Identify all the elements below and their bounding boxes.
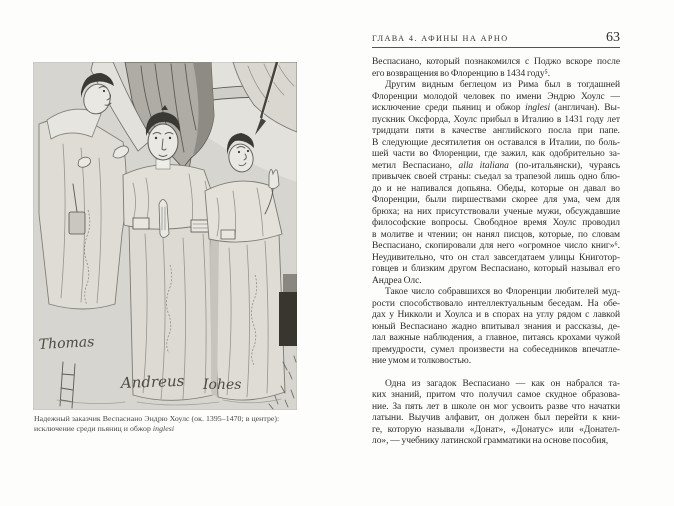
text-line: ние. За пять лет в школе он мог усвоить разве что начатки [372, 401, 620, 412]
caption-line-2-italic: inglesi [152, 424, 175, 434]
text-line: философские вопросы. Свободное время Хоулс проводил [372, 218, 620, 228]
running-head-chapter: ГЛАВА 4. АФИНЫ НА АРНО [372, 34, 509, 43]
body-text [372, 57, 620, 448]
inscription-iohes: Iohes [203, 377, 242, 393]
text-line: В следующие десятилетия он оставался в Италии, по боль- [372, 137, 620, 148]
text-line: привычек своей страны: съедал за трапезой лишь одно блю- [372, 172, 620, 182]
caption-line-2 [34, 424, 306, 434]
text-line: ло», — учебнику латинской грамматики на основе пособия, [372, 436, 609, 446]
text-line: исключение среди пьяниц и обжор inglesi (англичан). Вы- [372, 103, 620, 113]
text-line: пускник Оксфорда, Хоулс прибыл в Италию в 1431 году лет [372, 114, 620, 125]
caption-line-1: Надежный заказчик Веспасиано Эндрю Хоулс (ок. 1395–1470; в центре): [34, 414, 280, 423]
text-line: в молитве и чтении; он нанял писцов, которые, по словам [372, 229, 620, 240]
text-line: Одна из загадок Веспасиано — как он набрался та- [385, 378, 620, 389]
illustration-caption [34, 414, 306, 434]
paragraph [372, 379, 620, 448]
medieval-manuscript-illustration [33, 62, 297, 410]
text-line: брюха; на них присутствовали ученые мужи, обсуждавшие [372, 206, 620, 217]
caption-line-2-text: исключение среди пьяниц и обжор [34, 424, 153, 434]
text-line: рости способствовало интеллектуальным беседам. На обе- [372, 298, 620, 309]
text-line: премудрости, сумел произвести на собеседников впечатле- [372, 344, 620, 355]
text-line: Андреа Олс. [372, 275, 422, 286]
text-line: дах у Никколи и Хоулса и в спорах на углу рядом с лавкой [372, 310, 620, 320]
text-line: юный Веспасиано жадно впитывал знания и рассказы, де- [372, 321, 620, 332]
paragraph [372, 80, 620, 287]
header-rule [372, 47, 620, 48]
text-line: Веспасиано, скопировали для него «огромное число книг»⁶. [372, 241, 620, 251]
text-line: Флоренции, были пиршествами скорее для ума, чем для [372, 195, 620, 205]
text-line: ние умом и толковостью. [372, 356, 472, 366]
text-line: Неудивительно, что он стал завсегдатаем улицы Книготор- [372, 252, 620, 263]
text-line: Такое число собравшихся во Флоренции любителей муд- [385, 287, 620, 297]
text-line: Флоренции молодой человек по имени Эндрю Хоулс — [372, 91, 620, 102]
text-line: ких знаний, притом что получил самое скудное образова- [372, 390, 620, 400]
inscription-thomas: Thomas [38, 334, 95, 353]
text-line: говцев и близким другом Веспасиано, который называл его [372, 264, 620, 274]
text-line: Другим видным беглецом из Рима был в тогдашней [385, 80, 620, 90]
text-line: его возвращения во Флоренцию в 1434 году⁵. [372, 68, 551, 79]
right-page [337, 0, 674, 506]
running-head [372, 30, 620, 46]
text-line: шей части во Флоренции, где зажил, как одобрительно за- [372, 149, 620, 159]
text-line: Веспасиано, который познакомился с Поджо вскоре после [372, 57, 620, 67]
text-line: ге, которую называли «Донат», «Донатус» или «Донател- [372, 424, 620, 435]
text-line: до и не напивался допьяна. Обеды, которые он давал во [372, 183, 620, 194]
text-line: метил Веспасиано, alla italiana (по-итальянски), чураясь [372, 160, 620, 171]
text-line: латыни. Выучив алфавит, он должен был перейти к кни- [372, 413, 620, 423]
inscription-andreus: Andreus [120, 371, 185, 392]
text-line: тридцати пяти в качестве английского посла при папе. [372, 126, 620, 136]
page-number: 63 [606, 30, 620, 45]
paragraph [372, 57, 620, 80]
text-line: лал важные наблюдения, а главное, питаясь крохами чужой [372, 333, 620, 343]
paragraph [372, 287, 620, 368]
